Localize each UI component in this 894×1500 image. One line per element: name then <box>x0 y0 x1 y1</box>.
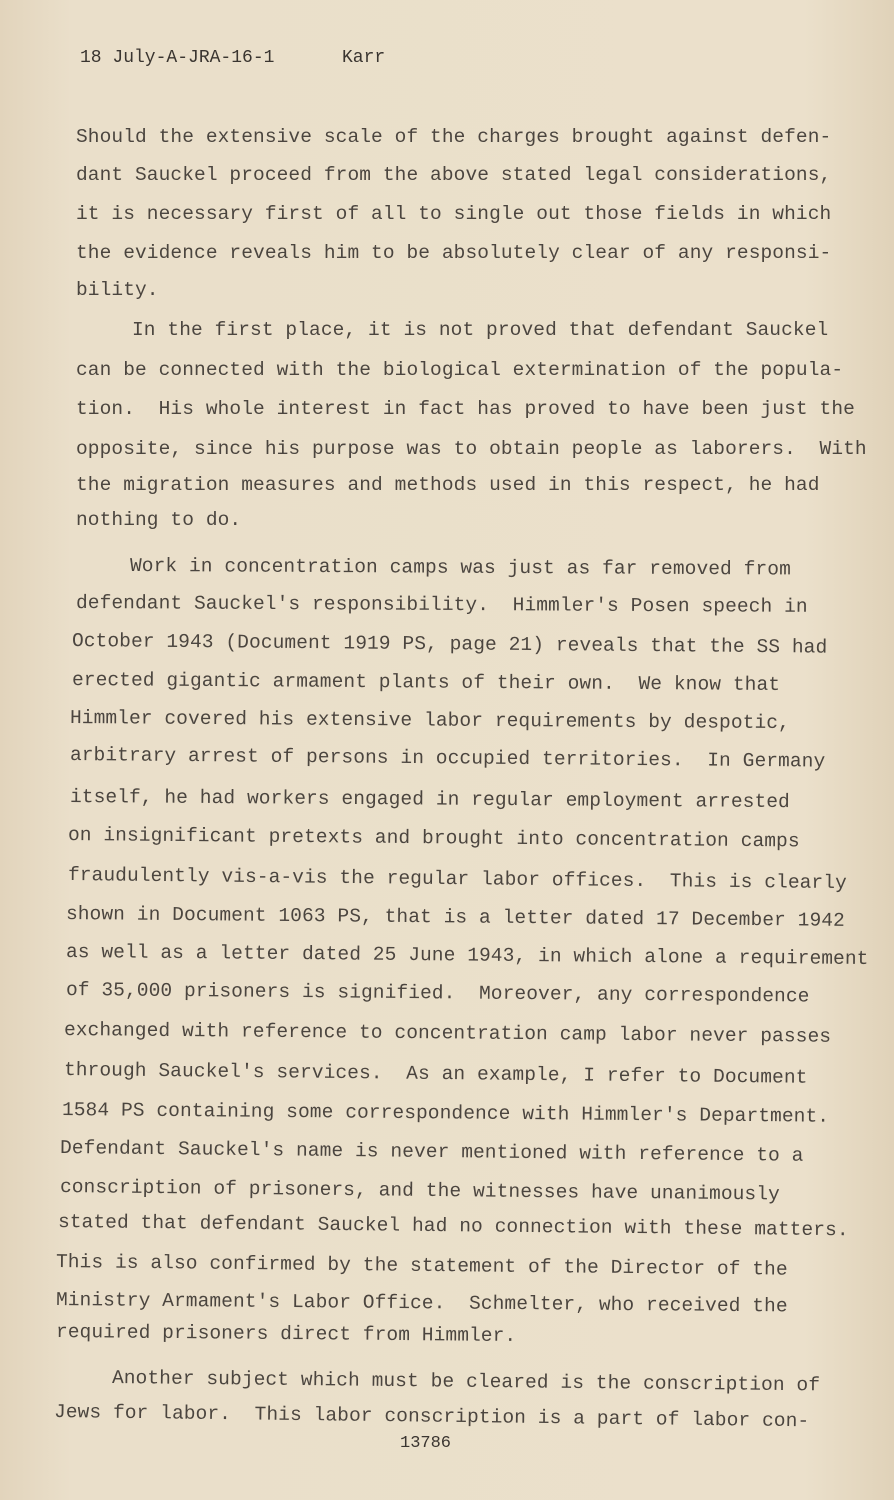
text-line: Defendant Sauckel's name is never mentioned with reference to a <box>59 1137 804 1167</box>
text-line: as well as a letter dated 25 June 1943, in which alone a requirement <box>65 941 869 971</box>
text-line: tion. His whole interest in fact has proved to have been just the <box>76 398 855 420</box>
text-line: of 35,000 prisoners is signified. Moreover, any correspondence <box>65 979 810 1008</box>
text-line: Himmler covered his extensive labor requirements by despotic, <box>69 707 790 735</box>
text-line: on insignificant pretexts and brought into concentration camps <box>67 824 800 853</box>
text-line: Work in concentration camps was just as far removed from <box>129 555 791 581</box>
text-line: Another subject which must be cleared is the conscription of <box>111 1367 821 1397</box>
text-line: conscription of prisoners, and the witnesses have unanimously <box>59 1176 780 1206</box>
page-number: 13786 <box>400 1434 452 1453</box>
text-line: arbitrary arrest of persons in occupied territories. In Germany <box>69 744 826 773</box>
text-line: In the first place, it is not proved that defendant Sauckel <box>132 319 829 341</box>
text-line: the migration measures and methods used in this respect, he had <box>76 474 820 496</box>
text-line: shown in Document 1063 PS, that is a letter dated 17 December 1942 <box>65 903 846 932</box>
text-line: exchanged with reference to concentration camp labor never passes <box>63 1019 832 1048</box>
text-line: dant Sauckel proceed from the above stated legal considerations, <box>76 164 832 186</box>
text-line: defendant Sauckel's responsibility. Himmler's Posen speech in <box>75 592 808 618</box>
text-line: can be connected with the biological extermination of the popula- <box>76 359 844 381</box>
text-line: Ministry Armament's Labor Office. Schmelter, who received the <box>55 1289 788 1318</box>
text-line: fraudulently vis-a-vis the regular labor offices. This is clearly <box>67 864 848 895</box>
text-line: required prisoners direct from Himmler. <box>55 1321 517 1348</box>
text-line: erected gigantic armament plants of their own. We know that <box>71 669 781 696</box>
text-line: itself, he had workers engaged in regular employment arrested <box>69 786 790 814</box>
text-line: October 1943 (Document 1919 PS, page 21) reveals that the SS had <box>71 630 828 659</box>
text-line: Jews for labor. This labor conscription is a part of labor con- <box>53 1401 810 1433</box>
text-line: opposite, since his purpose was to obtain people as laborers. With <box>76 438 867 460</box>
text-line: the evidence reveals him to be absolutely clear of any responsi- <box>76 242 832 264</box>
text-line: stated that defendant Sauckel had no connection with these matters. <box>57 1211 849 1242</box>
text-line: nothing to do. <box>76 509 242 531</box>
text-line: it is necessary first of all to single out those fields in which <box>76 203 832 225</box>
text-line: bility. <box>76 279 159 301</box>
text-line: Should the extensive scale of the charges brought against defen- <box>76 126 832 148</box>
text-line: 1584 PS containing some correspondence with Himmler's Department. <box>61 1099 830 1128</box>
text-line: through Sauckel's services. As an example, I refer to Document <box>63 1059 808 1089</box>
text-line: This is also confirmed by the statement of the Director of the <box>55 1251 788 1281</box>
speaker-name: Karr <box>342 48 386 68</box>
document-reference: 18 July-A-JRA-16-1 <box>80 48 275 68</box>
